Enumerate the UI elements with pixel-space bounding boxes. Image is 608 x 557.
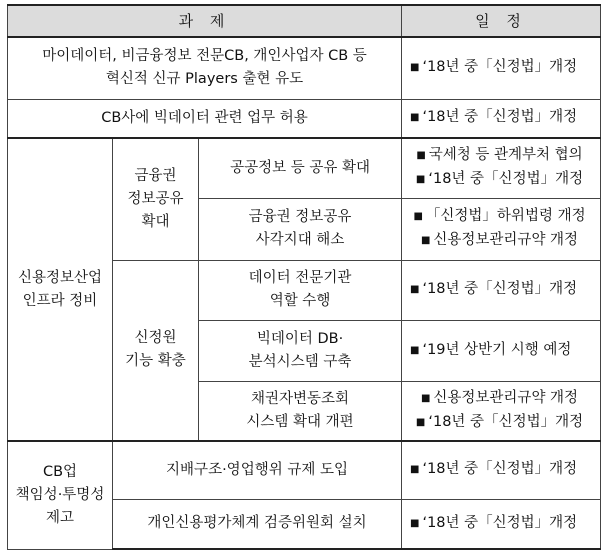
schedule-text: ‘18년 중「신정법」개정 xyxy=(428,413,584,430)
schedule-text: ‘18년 중「신정법」개정 xyxy=(422,514,578,531)
square-bullet-icon: ■ xyxy=(410,464,420,476)
square-bullet-icon: ■ xyxy=(410,344,420,356)
task-cell xyxy=(199,260,402,320)
schedule-cell xyxy=(402,441,601,499)
square-bullet-icon: ■ xyxy=(410,62,420,74)
square-bullet-icon: ■ xyxy=(420,392,431,404)
schedule-text: ‘19년 상반기 시행 예정 xyxy=(422,341,572,358)
schedule-cell xyxy=(402,99,601,138)
task-cell xyxy=(199,138,402,198)
task-text: 지배구조·영업행위 규제 도입 xyxy=(166,461,348,478)
square-bullet-icon: ■ xyxy=(410,284,420,295)
task-text: 사각지대 해소 xyxy=(255,232,345,248)
square-bullet-icon: ■ xyxy=(416,150,426,162)
schedule-text: ‘18년 중「신정법」개정 xyxy=(422,109,578,126)
task-cell xyxy=(199,381,402,441)
square-bullet-icon: ■ xyxy=(415,174,426,186)
schedule-cell xyxy=(402,260,601,320)
schedule-cell xyxy=(402,138,601,198)
table-row xyxy=(8,441,601,499)
task-text: 데이터 전문기관 xyxy=(248,270,352,286)
subgroup-label-text: 신정원 xyxy=(134,330,177,347)
task-cell xyxy=(8,99,402,138)
subgroup-label-text: 정보공유 xyxy=(127,190,184,207)
header-schedule: 일 정 xyxy=(402,5,601,37)
table-row xyxy=(8,37,601,99)
group-label-text: 인프라 정비 xyxy=(22,292,98,309)
group-label-text: CB업 xyxy=(42,463,78,480)
task-text: CB사에 빅데이터 관련 업무 허용 xyxy=(101,109,308,126)
group-label-text: 책임성·투명성 xyxy=(15,486,105,503)
task-text: 마이데이터, 비금융정보 전문CB, 개인사업자 CB 등 xyxy=(42,48,367,65)
task-cell xyxy=(8,37,402,99)
subgroup-label-text: 기능 확충 xyxy=(125,353,186,370)
schedule-cell xyxy=(402,320,601,381)
square-bullet-icon: ■ xyxy=(415,416,426,428)
schedule-text: ‘18년 중「신정법」개정 xyxy=(428,171,584,188)
schedule-cell xyxy=(402,37,601,99)
square-bullet-icon: ■ xyxy=(410,112,420,124)
policy-table xyxy=(7,4,601,550)
group-label-text: 신용정보산업 xyxy=(17,269,103,286)
task-text: 빅데이터 DB· xyxy=(256,330,344,347)
schedule-cell xyxy=(402,381,601,441)
square-bullet-icon: ■ xyxy=(410,517,420,529)
task-text: 혁신적 신규 Players 출현 유도 xyxy=(105,71,304,88)
subgroup-label-text: 확대 xyxy=(141,213,170,230)
task-cell xyxy=(199,320,402,381)
schedule-cell xyxy=(402,198,601,260)
schedule-text: 신용정보관리규약 개정 xyxy=(433,389,579,406)
schedule-text: 신용정보관리규약 개정 xyxy=(433,232,579,248)
task-text: 시스템 확대 개편 xyxy=(246,413,354,430)
task-text: 개인신용평가체계 검증위원회 설치 xyxy=(147,515,367,532)
table-row xyxy=(8,138,601,198)
task-cell xyxy=(113,441,402,499)
task-text: 채권자변동조회 xyxy=(250,390,350,407)
task-cell xyxy=(199,198,402,260)
subgroup-label-text: 금융권 xyxy=(134,167,177,184)
subgroup-label-fin xyxy=(113,138,199,260)
task-text: 역할 수행 xyxy=(269,293,331,309)
task-cell xyxy=(113,499,402,549)
group-label-infra xyxy=(8,138,113,441)
task-text: 공공정보 등 공유 확대 xyxy=(230,159,370,176)
task-text: 금융권 정보공유 xyxy=(248,209,352,225)
schedule-text: 국세청 등 관계부처 협의 xyxy=(428,147,583,164)
table-row xyxy=(8,99,601,138)
group-label-cb xyxy=(8,441,113,549)
schedule-text: ‘18년 중「신정법」개정 xyxy=(422,59,578,76)
header-row xyxy=(8,5,601,37)
square-bullet-icon: ■ xyxy=(420,235,431,246)
group-label-text: 제고 xyxy=(45,509,74,526)
task-text: 분석시스템 구축 xyxy=(248,353,352,370)
schedule-text: ‘18년 중「신정법」개정 xyxy=(422,461,578,478)
subgroup-label-kcis xyxy=(113,260,199,441)
schedule-text: 「신정법」하위법령 개정 xyxy=(425,208,586,224)
schedule-text: ‘18년 중「신정법」개정 xyxy=(422,281,578,297)
schedule-cell xyxy=(402,499,601,549)
square-bullet-icon: ■ xyxy=(413,211,423,222)
header-task: 과 제 xyxy=(8,5,402,37)
